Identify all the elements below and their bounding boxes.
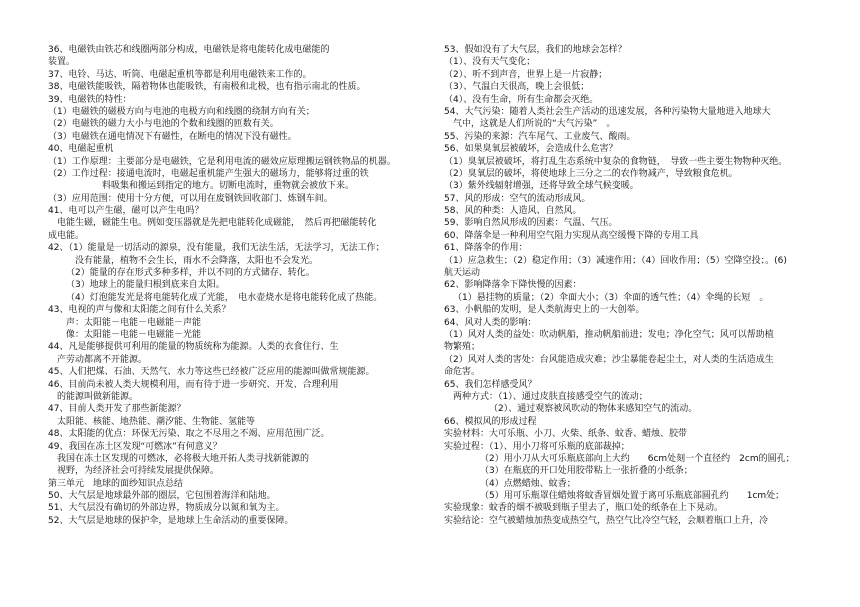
text-line: 56、如果臭氧层被破坏，会造成什么危害？ — [444, 144, 618, 155]
text-line: （3）地球上的能量归根到底来自太阳。 — [66, 280, 225, 291]
text-line: 42、（1）能量是一切活动的源泉，没有能量，我们无法生活，无法学习，无法工作； — [48, 243, 385, 254]
text-line: 36、电磁铁由铁芯和线圈两部分构成，电磁铁是将电能转化成电磁能的 — [48, 45, 330, 55]
text-line: 物繁殖； — [444, 342, 481, 353]
text-line: 45、人们把煤、石油、天然气、水力等这些已经被广泛应用的能源叫做常规能源。 — [48, 367, 375, 378]
text-line: 航天运动 — [444, 268, 481, 279]
text-line: 61、降落伞的作用： — [444, 243, 528, 254]
text-line: 命危害。 — [444, 367, 481, 378]
text-line: 声：太阳能－电能－电磁能－声能 — [66, 317, 202, 328]
text-line: 实验过程：（1）、用小刀将可乐瓶的底部裁掉； — [444, 441, 630, 452]
text-line: 视野，为经济社会可持续发展提供保障。 — [57, 466, 220, 477]
text-line: 39、电磁铁的特性： — [48, 94, 132, 105]
text-line: 实验材料：大可乐瓶、小刀、火柴、纸条、蚊香、蜡烛、胶带 — [444, 429, 688, 440]
text-line: 63、小帆船的发明，是人类航海史上的一大创举。 — [444, 305, 645, 316]
text-line: （1）电磁铁的磁极方向与电池的电极方向和线圈的绕制方向有关； — [48, 106, 315, 117]
right-text-column — [444, 44, 824, 527]
text-line: 57、风的形成：空气的流动形成风。 — [444, 193, 591, 204]
text-line: （1）臭氧层被破坏，将打乱生态系统中复杂的食物链， 导致一些主要生物物种灭绝。 — [444, 156, 788, 167]
left-text-column — [48, 44, 420, 527]
text-line: 43、电视的声与像和太阳能之间有什么关系？ — [48, 305, 231, 316]
text-line: 55、污染的来源：汽车尾气、工业废气、酸雨。 — [444, 131, 636, 142]
text-line: （2）、听不到声音，世界上是一片寂静； — [444, 69, 608, 80]
text-line: （2）、通过观察被风吹动的物体来感知空气的流动。 — [489, 404, 698, 415]
text-line: 51、大气层没有确切的外部边界，物质成分以氮和氧为主。 — [48, 503, 285, 514]
text-line: （2）臭氧层的破坏，将使地球上三分之二的农作物减产，导致粮食危机。 — [444, 168, 738, 179]
text-line: （3）应用范围：使用十分方便，可以用在废钢铁回收部门、炼钢车间。 — [48, 193, 333, 204]
text-line: （1）、没有天气变化； — [444, 57, 536, 68]
text-line: 65、我们怎样感受风？ — [444, 379, 537, 390]
text-line: 太阳能、核能、地热能、潮汐能、生物能、氢能等 — [57, 416, 256, 427]
text-line: 46、目前尚未被人类大规模利用，而有待于进一步研究、开发、合理利用 — [48, 379, 339, 390]
text-line: 第三单元 地球的面纱知识点总结 — [48, 478, 184, 489]
text-line: （1）悬挂物的质量；（2）伞面大小；（3）伞面的透气性；（4）伞绳的长短 。 — [453, 292, 769, 303]
text-line: （4）、没有生命，所有生命都会灭绝。 — [444, 94, 599, 105]
text-line: 47、目前人类开发了那些新能源？ — [48, 404, 186, 415]
text-line: 37、电铃、马达、听筒、电磁起重机等都是利用电磁铁来工作的。 — [48, 69, 312, 80]
text-line: 实验现象：蚊香的烟不被吸到瓶子里去了，瓶口处的纸条在上下晃动。 — [444, 503, 724, 514]
text-line: 66、模拟风的形成过程 — [444, 416, 537, 427]
text-line: 的能源叫做新能源。 — [57, 391, 139, 402]
text-line: （2）电磁铁的磁力大小与电池的个数和线圈的匝数有关。 — [48, 119, 279, 130]
text-line: 装置。 — [48, 57, 76, 68]
text-line: 没有能量，植物不会生长，雨水不会降落，太阳也不会发光。 — [75, 255, 319, 266]
text-line: 48、太阳能的优点：环保无污染、取之不尽用之不竭、应用范围广泛。 — [48, 429, 330, 440]
text-line: （3）电磁铁在通电情况下有磁性，在断电的情况下没有磁性。 — [48, 131, 297, 142]
text-line: （1）风对人类的益处：吹动帆船，推动帆船前进；发电；净化空气；风可以帮助植 — [444, 329, 774, 340]
text-line: 40、电磁起重机 — [48, 144, 114, 155]
text-line: 我国在冻土区发现的可燃冰，必将极大地开拓人类寻找新能源的 — [57, 453, 310, 464]
text-line: （1）工作原理：主要部分是电磁铁，它是利用电流的磁效应原理搬运钢铁物品的机器。 — [48, 156, 396, 167]
text-line: 电能生磁，磁能生电。例如变压器就是先把电能转化成磁能， 然后再把磁能转化 — [57, 218, 377, 229]
text-line: （2）能量的存在形式多种多样，并以不同的方式储存、转化。 — [66, 268, 315, 279]
text-line: 38、电磁铁能吸铁，隔着物体也能吸铁，有南极和北极，也有指示南北的性质。 — [48, 82, 366, 93]
text-line: （3）紫外线辐射增强，还将导致全球气候变暖。 — [444, 181, 639, 192]
text-line: 62、影响降落伞下降快慢的因素： — [444, 280, 582, 291]
text-line: 60、降落伞是一种利用空气阻力实现从高空缓慢下降的专用工具 — [444, 230, 699, 241]
text-line: 52、大气层是地球的保护伞，是地球上生命活动的重要保障。 — [48, 515, 294, 526]
text-line: 料吸集和搬运到指定的地方。切断电流时，重物就会被放下来。 — [102, 181, 355, 192]
text-line: 像：太阳能－电能－电磁能－光能 — [66, 329, 202, 340]
text-line: 产劳动都离不开能源。 — [57, 354, 148, 365]
text-line: （3）在瓶底的开口处用胶带粘上一张折叠的小纸条； — [480, 466, 693, 477]
text-line: 44、凡是能够提供可利用的能量的物质统称为能源。人类的衣食住行、生 — [48, 342, 339, 353]
text-line: （4）点燃蜡烛、蚊香； — [480, 478, 576, 489]
text-line: 实验结论：空气被蜡烛加热变成热空气，热空气比冷空气轻，会顺着瓶口上升，冷 — [444, 515, 769, 526]
text-line: （2）风对人类的害处：台风能造成灾难；沙尘暴能卷起尘土，对人类的生活造成生 — [444, 354, 774, 365]
text-line: 50、大气层是地球最外部的圈层，它包围着海洋和陆地。 — [48, 491, 276, 502]
text-line: 两种方式：（1）、通过皮肤直接感受空气的流动； — [453, 391, 648, 402]
text-line: （2）用小刀从大可乐瓶底部向上大约 6cm处刻一个直径约 2cm的圆孔； — [480, 453, 795, 464]
text-line: 53、假如没有了大气层，我们的地球会怎样？ — [444, 45, 627, 55]
text-line: 59、影响自然风形成的因素：气温、气压。 — [444, 218, 618, 229]
text-line: （5）用可乐瓶罩住蜡烛将蚊香冒烟处置于离可乐瓶底部圆孔约 1cm处； — [480, 491, 785, 502]
text-line: 58、风的种类：人造风、自然风。 — [444, 206, 582, 217]
text-line: 成电能。 — [48, 230, 85, 241]
text-line: 气中，这就是人们所说的“大气污染” 。 — [453, 119, 616, 130]
text-line: 54、大气污染：随着人类社会生产活动的迅速发展，各种污染物大量地进入地球大 — [444, 106, 771, 117]
text-line: （1）应急救生；（2）稳定作用；（3）减速作用；（4）回收作用；（5）空降空投；。(6) — [444, 255, 787, 266]
text-line: 64、风对人类的影响： — [444, 317, 537, 328]
text-line: 49、我国在冻土区发现“可燃冰”有何意义？ — [48, 441, 222, 452]
text-line: （2）工作过程：接通电流时，电磁起重机能产生强大的磁场力，能够将过重的铁 — [48, 168, 369, 179]
text-line: （4）灯泡能发光是将电能转化成了光能， 电水壶烧水是将电能转化成了热能。 — [66, 292, 383, 303]
text-line: 41、电可以产生磁，磁可以产生电吗？ — [48, 206, 204, 217]
text-line: （3）、气温白天很高，晚上会很低； — [444, 82, 590, 93]
